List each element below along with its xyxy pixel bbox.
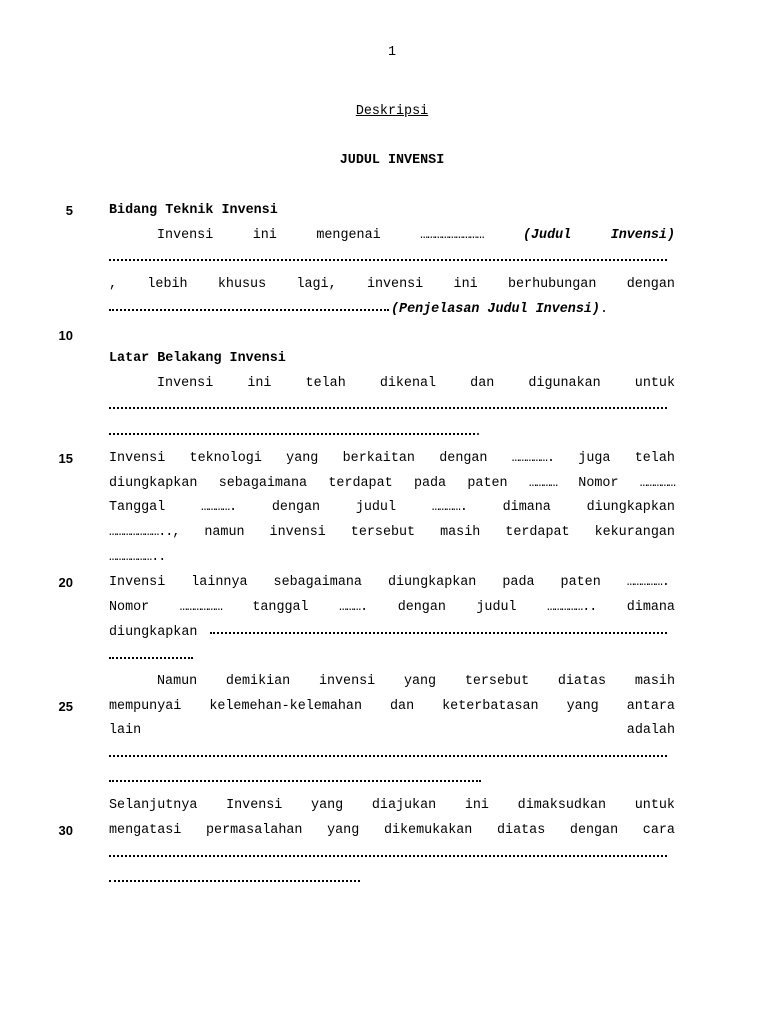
dotted-fill-line [109,259,667,261]
paragraph-line: , lebih khusus lagi, invensi ini berhubungan dengan [109,277,675,292]
line-number: 25 [58,699,73,714]
dotted-fill-line [109,433,475,435]
dotted-fill-line [210,632,667,634]
dotted-fill-line [109,755,667,757]
paragraph-line: mempunyai kelemehan-kelemahan dan keterbatasan yang antara [109,699,675,714]
paragraph-line: Selanjutnya Invensi yang diajukan ini dimaksudkan untuk [109,798,675,813]
paragraph-line: Invensi lainnya sebagaimana diungkapkan pada paten ……………. [109,575,669,590]
paragraph-line: mengatasi permasalahan yang dikemukakan diatas dengan cara [109,823,675,838]
paragraph-line: diungkapkan sebagaimana terdapat pada paten ………… Nomor …………… [109,476,675,491]
period: . [474,425,483,440]
doc-subtitle: JUDUL INVENSI [339,153,445,168]
section-heading-latar: Latar Belakang Invensi [109,351,286,366]
line-number: 10 [58,328,73,343]
dotted-fill-line [109,880,360,882]
paragraph-line: Tanggal …………. dengan judul …………. dimana diungkapkan [109,500,675,515]
dotted-fill-line [109,657,193,659]
line-number: 15 [58,451,73,466]
judul-explanation: (Penjelasan Judul Invensi). [391,302,608,317]
paragraph-line: Invensi teknologi yang berkaitan dengan ……………. juga telah [109,451,675,466]
dotted-fill-line [109,855,667,857]
line-number: 5 [65,203,73,218]
line-number: 30 [58,823,73,838]
paragraph-text: diungkapkan [109,625,198,640]
dotted-fill: ……………….. [109,550,166,565]
paragraph-line: Namun demikian invensi yang tersebut diatas masih [157,674,675,689]
paragraph-line: Invensi ini telah dikenal dan digunakan untuk [157,376,675,391]
line-number: 20 [58,575,73,590]
page-number: 1 [387,45,397,60]
doc-title: Deskripsi [355,104,429,119]
paragraph-line: Invensi ini mengenai ……………………… (Judul Invensi) [157,228,675,243]
paragraph-line: Nomor ……………… tanggal ………. dengan judul …………….. dimana [109,600,675,615]
dotted-fill-line [109,780,481,782]
paragraph-line: ………………….., namun invensi tersebut masih terdapat kekurangan [109,525,675,540]
dotted-fill-line [109,309,389,311]
section-heading-bidang: Bidang Teknik Invensi [109,203,278,218]
paragraph-line: lain adalah [109,723,675,738]
dotted-fill-line [109,407,667,409]
